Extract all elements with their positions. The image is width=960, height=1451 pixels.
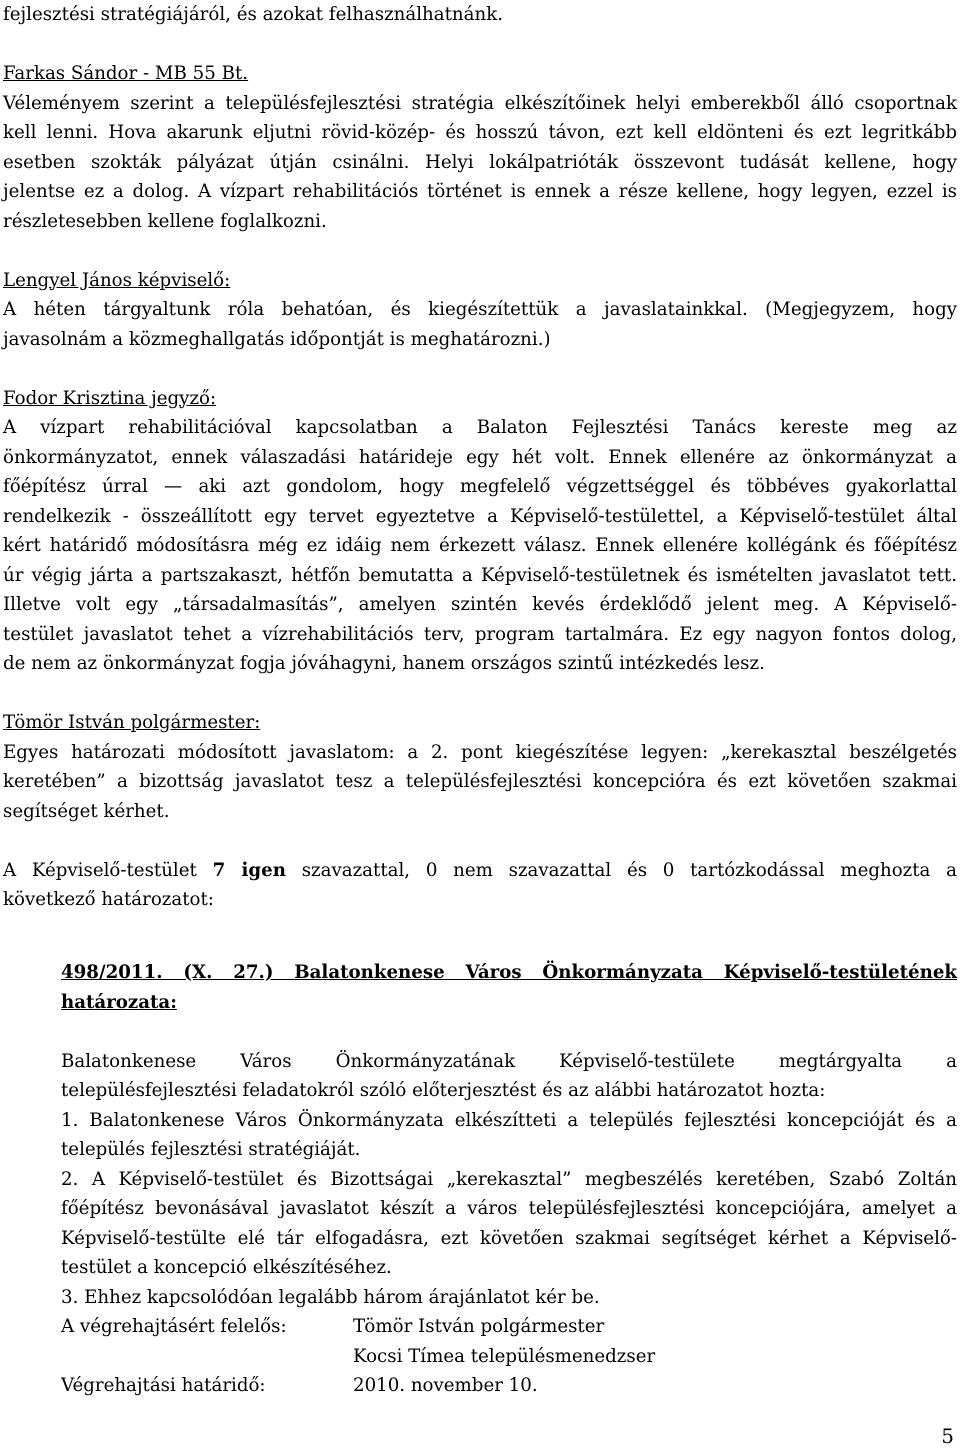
resolution-item-1: 1. Balatonkenese Város Önkormányzata elkészítteti a település fejlesztési koncepcióját és a bbox=[61, 1109, 957, 1131]
paragraph-fodor bbox=[3, 413, 957, 679]
document-page bbox=[3, 0, 957, 1401]
resolution-line: településfejlesztési feladatokról szóló előterjesztést és az alábbi határozatot hozta: bbox=[61, 1080, 826, 1101]
text-line: kell lenni. Hova akarunk eljutni rövid-közép- és hosszú távon, ezt kell eldönteni és ezt legritkább bbox=[3, 122, 957, 143]
text-line: testület javaslatot tehet a vízrehabilitációs terv, program tartalmára. Ez egy nagyon fontos dolog, bbox=[3, 623, 957, 645]
responsible-person-2: Kocsi Tímea településmenedzser bbox=[353, 1345, 656, 1367]
vote-count: 7 igen bbox=[212, 859, 286, 881]
text-line: A vízpart rehabilitációval kapcsolatban a Balaton Fejlesztési Tanács kereste meg az bbox=[3, 417, 957, 438]
resolution-line: Képviselő-testülte elé tár elfogadásra, ezt követően szakmai segítséget kérhet a Képviselő- bbox=[61, 1227, 957, 1249]
paragraph-farkas bbox=[3, 89, 957, 237]
resolution-line: település fejlesztési stratégiáját. bbox=[61, 1139, 361, 1160]
vote-prefix: A Képviselő-testület bbox=[3, 859, 213, 881]
intro-text: fejlesztési stratégiájáról, és azokat felhasználhatnánk. bbox=[3, 4, 503, 25]
resolution-item-3: 3. Ehhez kapcsolódóan legalább három árajánlatot kér be. bbox=[61, 1286, 600, 1308]
text-line: keretében” a bizottság javaslatot tesz a településfejlesztési koncepcióra és ezt követően szakmai bbox=[3, 771, 957, 792]
text-line: A héten tárgyaltunk róla behatóan, és kiegészítettük a javaslatainkkal. (Megjegyzem, hogy bbox=[3, 299, 957, 320]
responsible-row-2 bbox=[61, 1342, 957, 1372]
responsible-label: A végrehajtásért felelős: bbox=[61, 1316, 287, 1337]
resolution-line: testület a koncepció elkészítéséhez. bbox=[61, 1257, 392, 1278]
deadline-value: 2010. november 10. bbox=[353, 1375, 538, 1396]
resolution-title: 498/2011. (X. 27.) Balatonkenese Város Önkormányzata Képviselő-testületének bbox=[61, 962, 957, 983]
resolution-block bbox=[3, 958, 957, 1401]
text-line: esetben szokták pályázat útján csinálni. Helyi lokálpatrióták összevont tudását kellene, hogy bbox=[3, 151, 957, 173]
text-line: Véleményem szerint a településfejlesztési stratégia elkészítőinek helyi emberekből álló csoportnak bbox=[3, 92, 957, 114]
responsible-row bbox=[61, 1312, 957, 1342]
resolution-item-2: 2. A Képviselő-testület és Bizottságai „kerekasztal” megbeszélés keretében, Szabó Zoltán bbox=[61, 1168, 957, 1190]
resolution-title-2: határozata: bbox=[61, 991, 177, 1013]
text-line: önkormányzatot, ennek válaszadási határideje egy hét volt. Ennek ellenére az önkormányzat a bbox=[3, 446, 957, 468]
text-line: úr végig járta a partszakaszt, hétfőn bemutatta a Képviselő-testületnek és ismételten javaslatot tett. bbox=[3, 564, 957, 586]
page-number: 5 bbox=[941, 1424, 954, 1448]
text-line: rendelkezik - összeállított egy tervet egyeztetve a Képviselő-testülettel, a Képviselő-testület által bbox=[3, 505, 957, 527]
resolution-line: Balatonkenese Város Önkormányzatának Képviselő-testülete megtárgyalta a bbox=[61, 1050, 957, 1072]
paragraph-tomor bbox=[3, 738, 957, 827]
text-line: kért határidő módosításra még ez idáig nem érkezett válasz. Ennek ellenére kollégánk és főépítész bbox=[3, 535, 957, 556]
speaker-lengyel: Lengyel János képviselő: bbox=[3, 269, 231, 291]
vote-result-line-2: következő határozatot: bbox=[3, 889, 214, 910]
text-line: segítséget kérhet. bbox=[3, 800, 170, 822]
speaker-fodor: Fodor Krisztina jegyző: bbox=[3, 387, 217, 409]
deadline-label: Végrehajtási határidő: bbox=[61, 1375, 266, 1396]
resolution-line: főépítész bevonásával javaslatot készít a város településfejlesztési koncepciójára, amelyet a bbox=[61, 1198, 957, 1219]
text-line: részletesebben kellene foglalkozni. bbox=[3, 210, 327, 232]
deadline-row bbox=[61, 1371, 957, 1401]
text-line: jelentse ez a dolog. A vízpart rehabilitációs történet is ennek a része kellene, hogy legyen, ezzel is bbox=[3, 181, 957, 202]
text-line: Illetve volt egy „társadalmasítás”, amelyen szintén kevés érdeklődő jelent meg. A Képviselő- bbox=[3, 594, 957, 615]
text-line: Egyes határozati módosított javaslatom: a 2. pont kiegészítése legyen: „kerekasztal beszélgetés bbox=[3, 741, 957, 763]
vote-result-line bbox=[3, 856, 957, 886]
text-line: főépítész úrral — aki azt gondolom, hogy megfelelő végzettséggel és többéves gyakorlattal bbox=[3, 476, 957, 497]
text-line: de nem az önkormányzat fogja jóváhagyni, hanem országos szintű intézkedés lesz. bbox=[3, 653, 765, 674]
text-line: javasolnám a közmeghallgatás időpontját is meghatározni.) bbox=[3, 328, 551, 350]
responsible-person-1: Tömör István polgármester bbox=[353, 1316, 605, 1337]
speaker-farkas: Farkas Sándor - MB 55 Bt. bbox=[3, 63, 249, 84]
vote-rest: szavazattal, 0 nem szavazattal és 0 tartózkodással meghozta a bbox=[285, 859, 957, 881]
speaker-tomor: Tömör István polgármester: bbox=[3, 712, 261, 733]
paragraph-lengyel bbox=[3, 295, 957, 354]
